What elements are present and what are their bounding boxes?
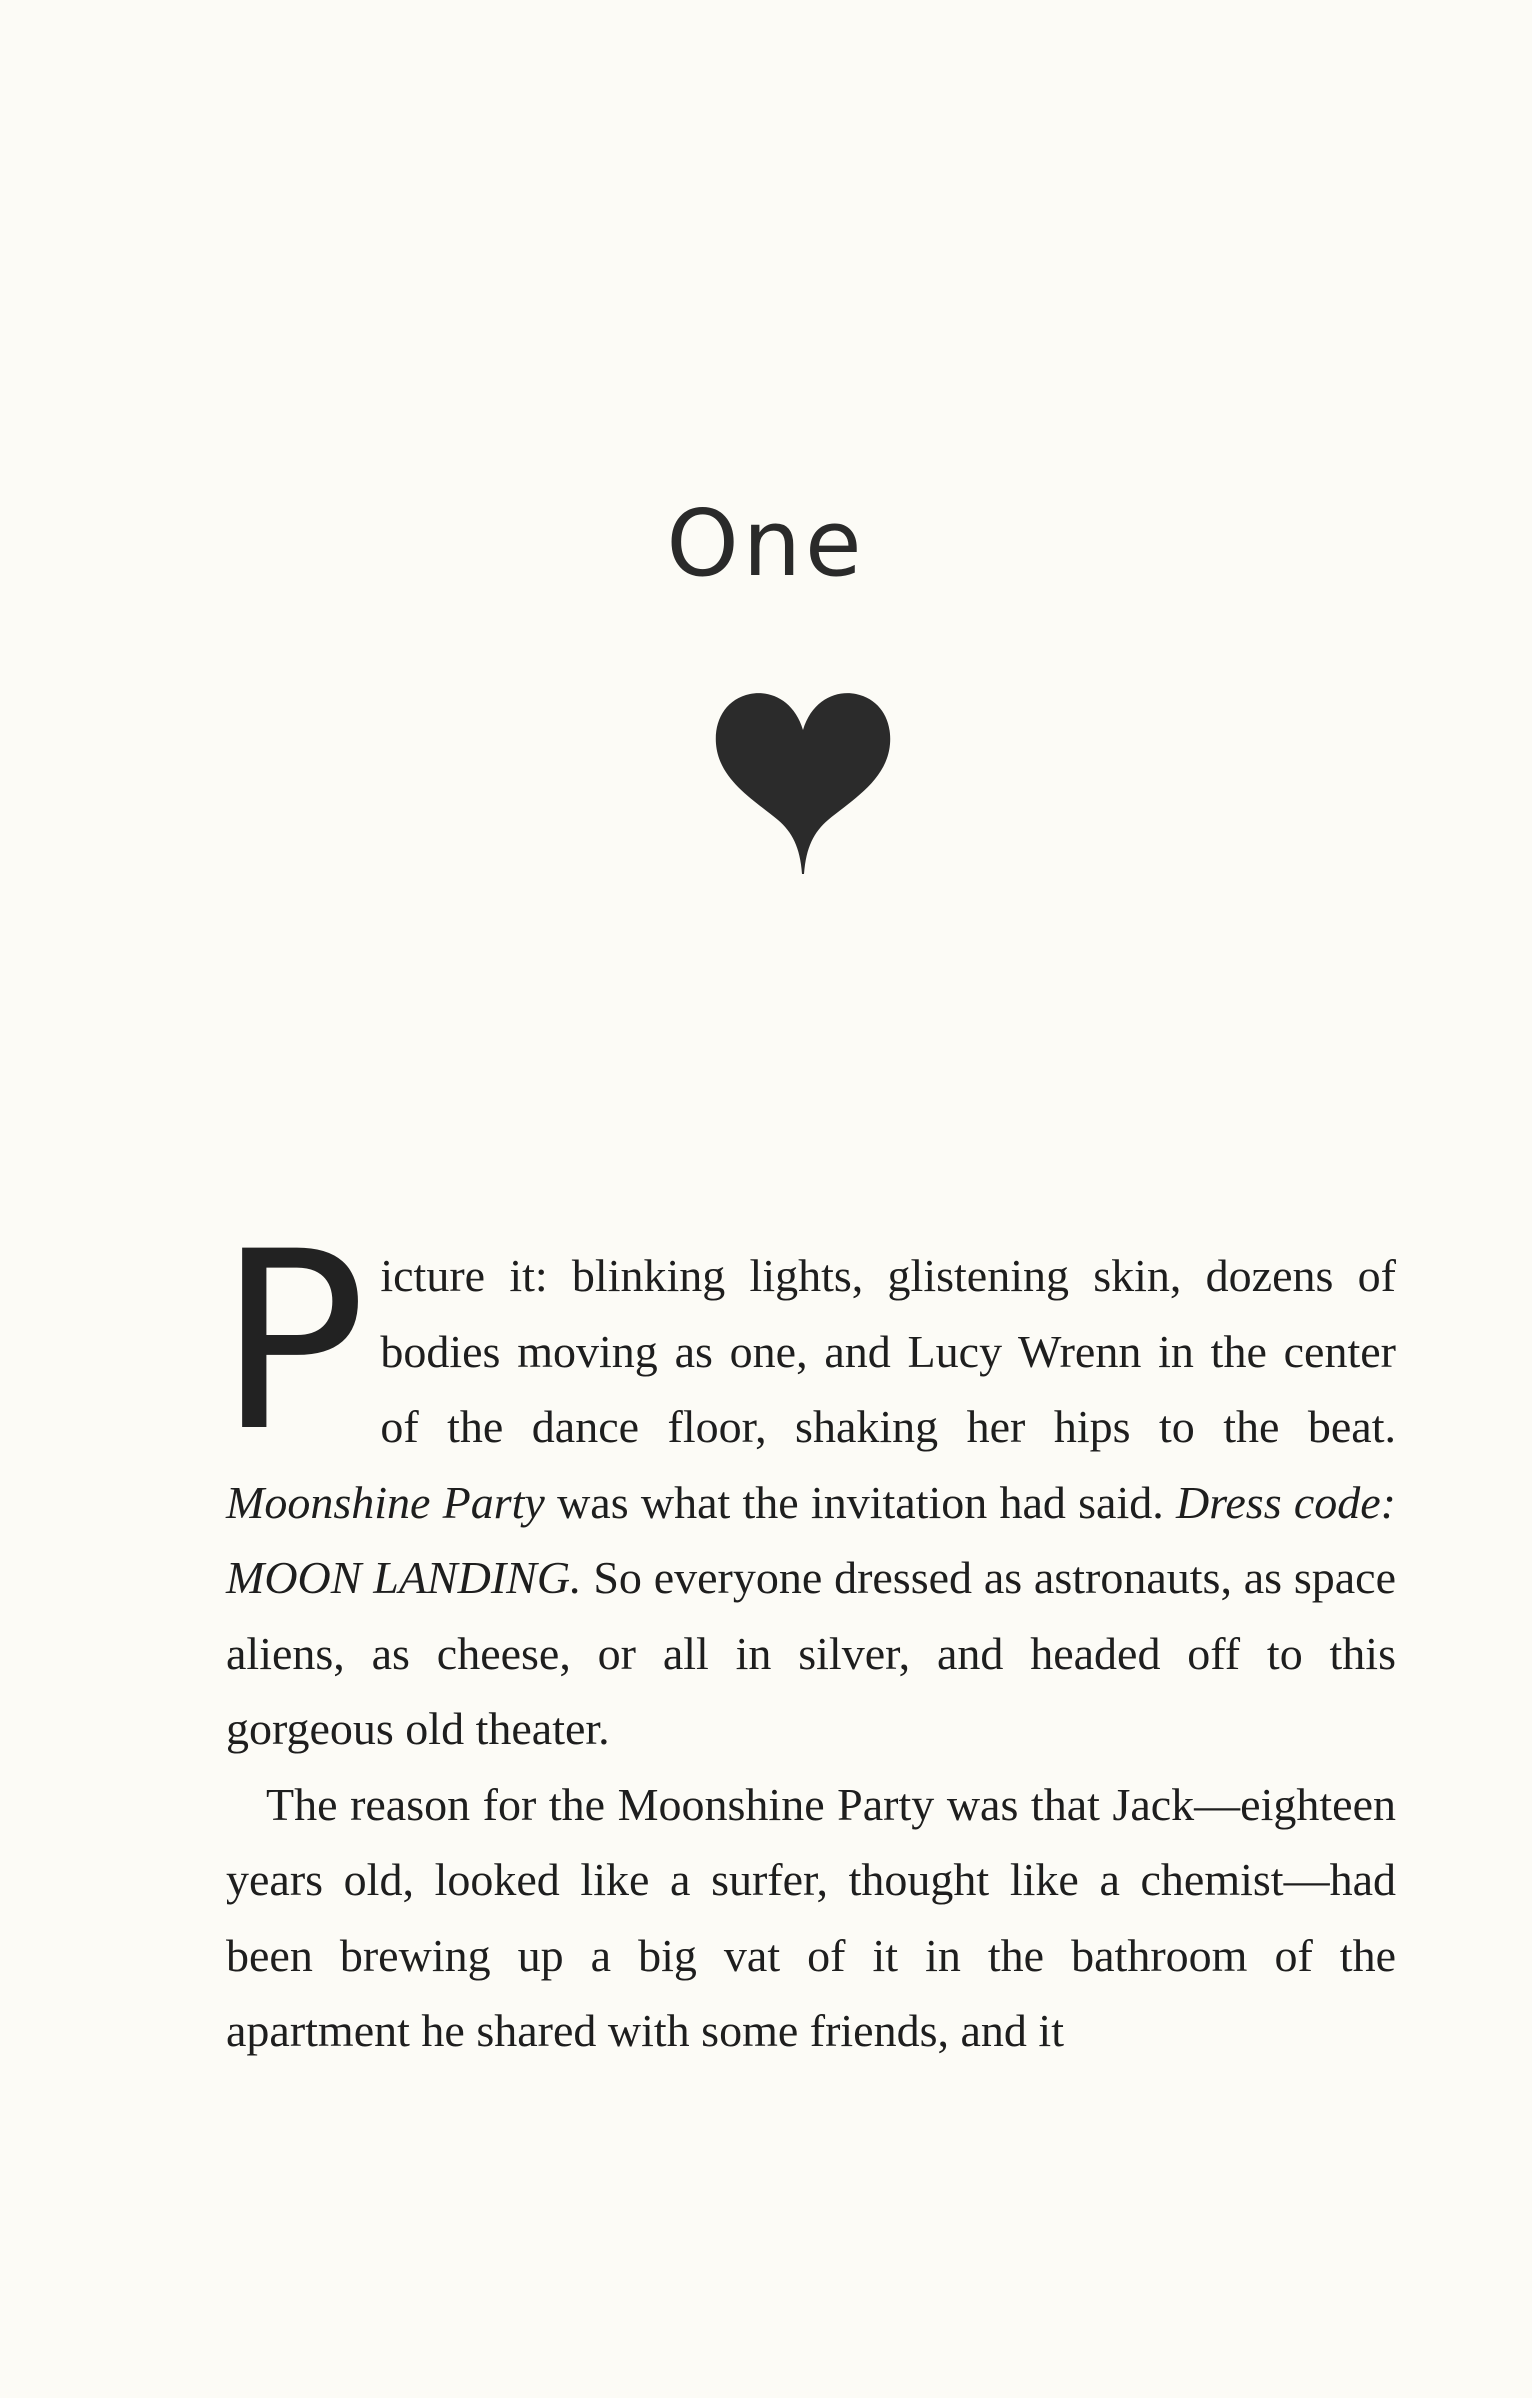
paragraph-1 — [218, 1200, 1396, 1767]
paragraph-1-mid: was what the invitation had said. — [544, 1476, 1176, 1528]
chapter-body — [218, 1200, 1396, 2069]
paragraph-2: The reason for the Moonshine Party was that Jack—eighteen years old, looked like a surfer, thought like a chemist—had been brewing up a big vat of it in the bathroom of the apartment he shared with some friends, and it — [226, 1778, 1396, 2056]
heart-shape — [716, 693, 890, 874]
invitation-name: Moonshine Party — [226, 1476, 545, 1528]
drop-cap: P — [218, 1200, 367, 1486]
dress-code: Dress code: MOON LANDING. — [226, 1476, 1396, 1603]
heart-icon — [714, 682, 892, 874]
paragraph-1-tail: So everyone dressed as astronauts, as space aliens, as cheese, or all in silver, and headed off to this gorgeous old theater. — [226, 1552, 1396, 1754]
chapter-title: One — [666, 490, 866, 597]
paragraph-1-lead: icture it: blinking lights, glistening skin, dozens of bodies moving as one, and Lucy Wrenn in the center of the dance floor, shaking her hips to the beat. — [380, 1250, 1396, 1452]
